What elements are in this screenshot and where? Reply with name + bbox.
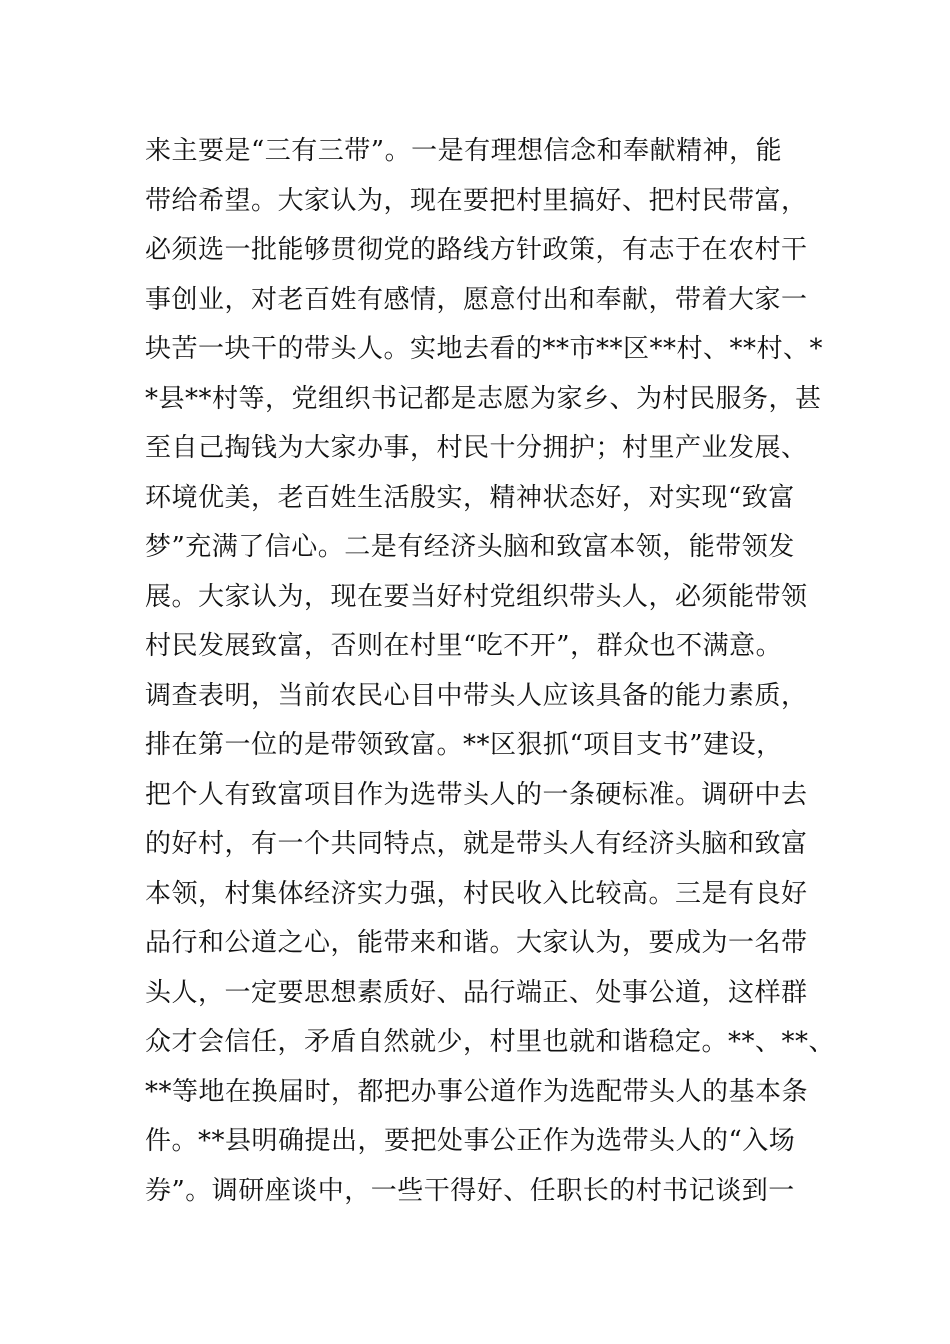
- text-line: 件。**县明确提出，要把处事公正作为选带头人的“入场: [145, 1126, 796, 1156]
- text-line: 来主要是“三有三带”。一是有理想信念和奉献精神，能: [145, 136, 783, 166]
- text-line: 带给希望。大家认为，现在要把村里搞好、把村民带富，: [145, 185, 808, 216]
- text-line: 环境优美，老百姓生活殷实，精神状态好，对实现“致富: [145, 482, 795, 513]
- text-line: 必须选一批能够贯彻党的路线方针政策，有志于在农村干: [145, 235, 808, 265]
- text-line: 事创业，对老百姓有感情，愿意付出和奉献，带着大家一: [145, 284, 808, 315]
- text-line: 头人，一定要思想素质好、品行端正、处事公道，这样群: [145, 977, 808, 1008]
- text-line: 至自己掏钱为大家办事，村民十分拥护；村里产业发展、: [145, 433, 808, 463]
- text-line: 品行和公道之心，能带来和谐。大家认为，要成为一名带: [145, 928, 808, 958]
- text-line: 把个人有致富项目作为选带头人的一条硬标准。调研中去: [145, 779, 808, 810]
- text-line: 众才会信任，矛盾自然就少，村里也就和谐稳定。**、**、: [145, 1027, 836, 1057]
- text-line: 券”。调研座谈中，一些干得好、任职长的村书记谈到一: [145, 1175, 795, 1206]
- text-line: 梦”充满了信心。二是有经济头脑和致富本领，能带领发: [145, 532, 795, 562]
- text-line: 本领，村集体经济实力强，村民收入比较高。三是有良好: [145, 878, 808, 909]
- text-line: 展。大家认为，现在要当好村党组织带头人，必须能带领: [145, 581, 808, 612]
- text-line: 调查表明，当前农民心目中带头人应该具备的能力素质，: [145, 680, 808, 711]
- text-line: 排在第一位的是带领致富。**区狠抓“项目支书”建设，: [145, 730, 783, 760]
- text-line: 块苦一块干的带头人。实地去看的**市**区**村、**村、*: [145, 334, 824, 364]
- text-line: 的好村，有一个共同特点，就是带头人有经济头脑和致富: [145, 829, 808, 859]
- body-text: [145, 127, 836, 1216]
- text-line: 村民发展致富，否则在村里“吃不开”，群众也不满意。: [145, 631, 783, 661]
- text-line: *县**村等，党组织书记都是志愿为家乡、为村民服务，甚: [145, 383, 822, 414]
- text-line: **等地在换届时，都把办事公道作为选配带头人的基本条: [145, 1076, 809, 1107]
